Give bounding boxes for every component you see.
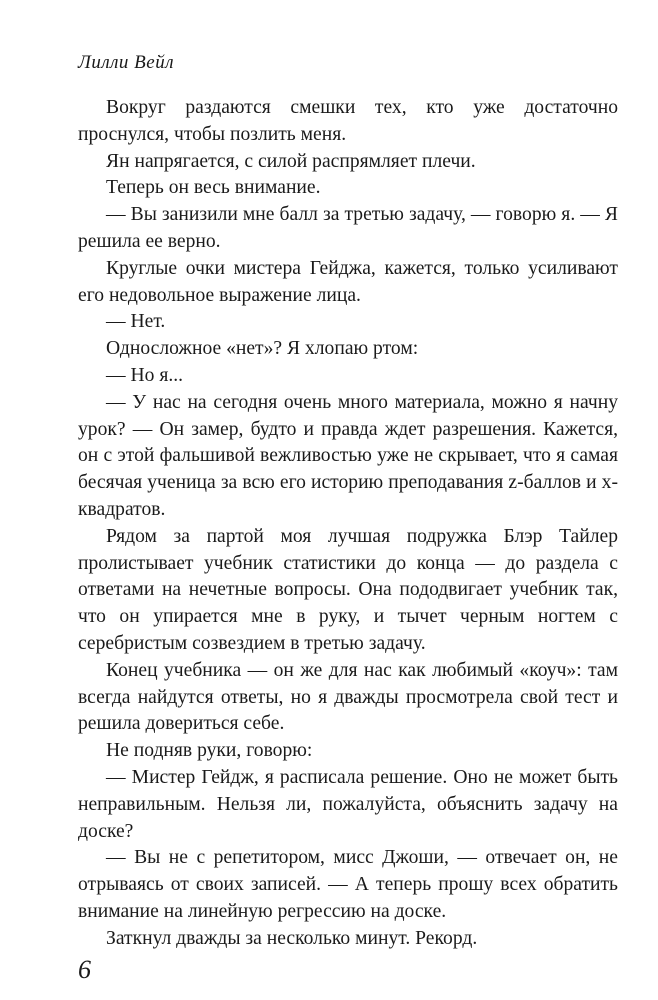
paragraph: Односложное «нет»? Я хлопаю ртом:: [106, 338, 419, 360]
paragraph: Не подняв руки, говорю:: [106, 740, 313, 762]
paragraph: — У нас на сегодня очень много материала, можно я начну урок? — Он замер, будто и правда ждет разрешения. Кажется, он с этой фальшивой вежливостью уже не скрывает, что я самая бесячая ученица за всю его историю преподавания z-баллов и х-квадратов.: [78, 391, 618, 520]
paragraph: Конец учебника — он же для нас как любимый «коуч»: там всегда найдутся ответы, но я дважды просмотрела свой тест и решила довериться себе.: [78, 659, 618, 735]
page-number: 6: [78, 955, 91, 984]
paragraph: Ян напрягается, с силой распрямляет плечи.: [106, 150, 476, 172]
running-head-author: Лилли Вейл: [78, 52, 175, 73]
paragraph: Заткнул дважды за несколько минут. Рекорд.: [106, 927, 478, 949]
paragraph: — Но я...: [106, 364, 184, 386]
paragraph: Вокруг раздаются смешки тех, кто уже достаточно проснулся, чтобы позлить меня.: [78, 97, 618, 145]
paragraph: — Вы занизили мне балл за третью задачу, — говорю я. — Я решила ее верно.: [78, 204, 618, 252]
paragraph: — Нет.: [106, 311, 166, 333]
paragraph: Рядом за партой моя лучшая подружка Блэр Тайлер пролистывает учебник статистики до конца — до раздела с ответами на нечетные вопросы. Она пододвигает учебник так, что он упирается мне в руку, и тычет черным ногтем с серебристым созвездием в третью задачу.: [78, 525, 618, 654]
paragraph: Теперь он весь внимание.: [106, 177, 321, 199]
paragraph: Круглые очки мистера Гейджа, кажется, только усиливают его недовольное выражение лица.: [78, 257, 618, 306]
paragraph: — Мистер Гейдж, я расписала решение. Оно не может быть неправильным. Нельзя ли, пожалуйста, объяснить задачу на доске?: [78, 766, 618, 842]
body-text: [78, 95, 618, 953]
paragraph: — Вы не с репетитором, мисс Джоши, — отвечает он, не отрываясь от своих записей. — А теперь прошу всех обратить внимание на линейную регрессию на доске.: [78, 847, 618, 922]
